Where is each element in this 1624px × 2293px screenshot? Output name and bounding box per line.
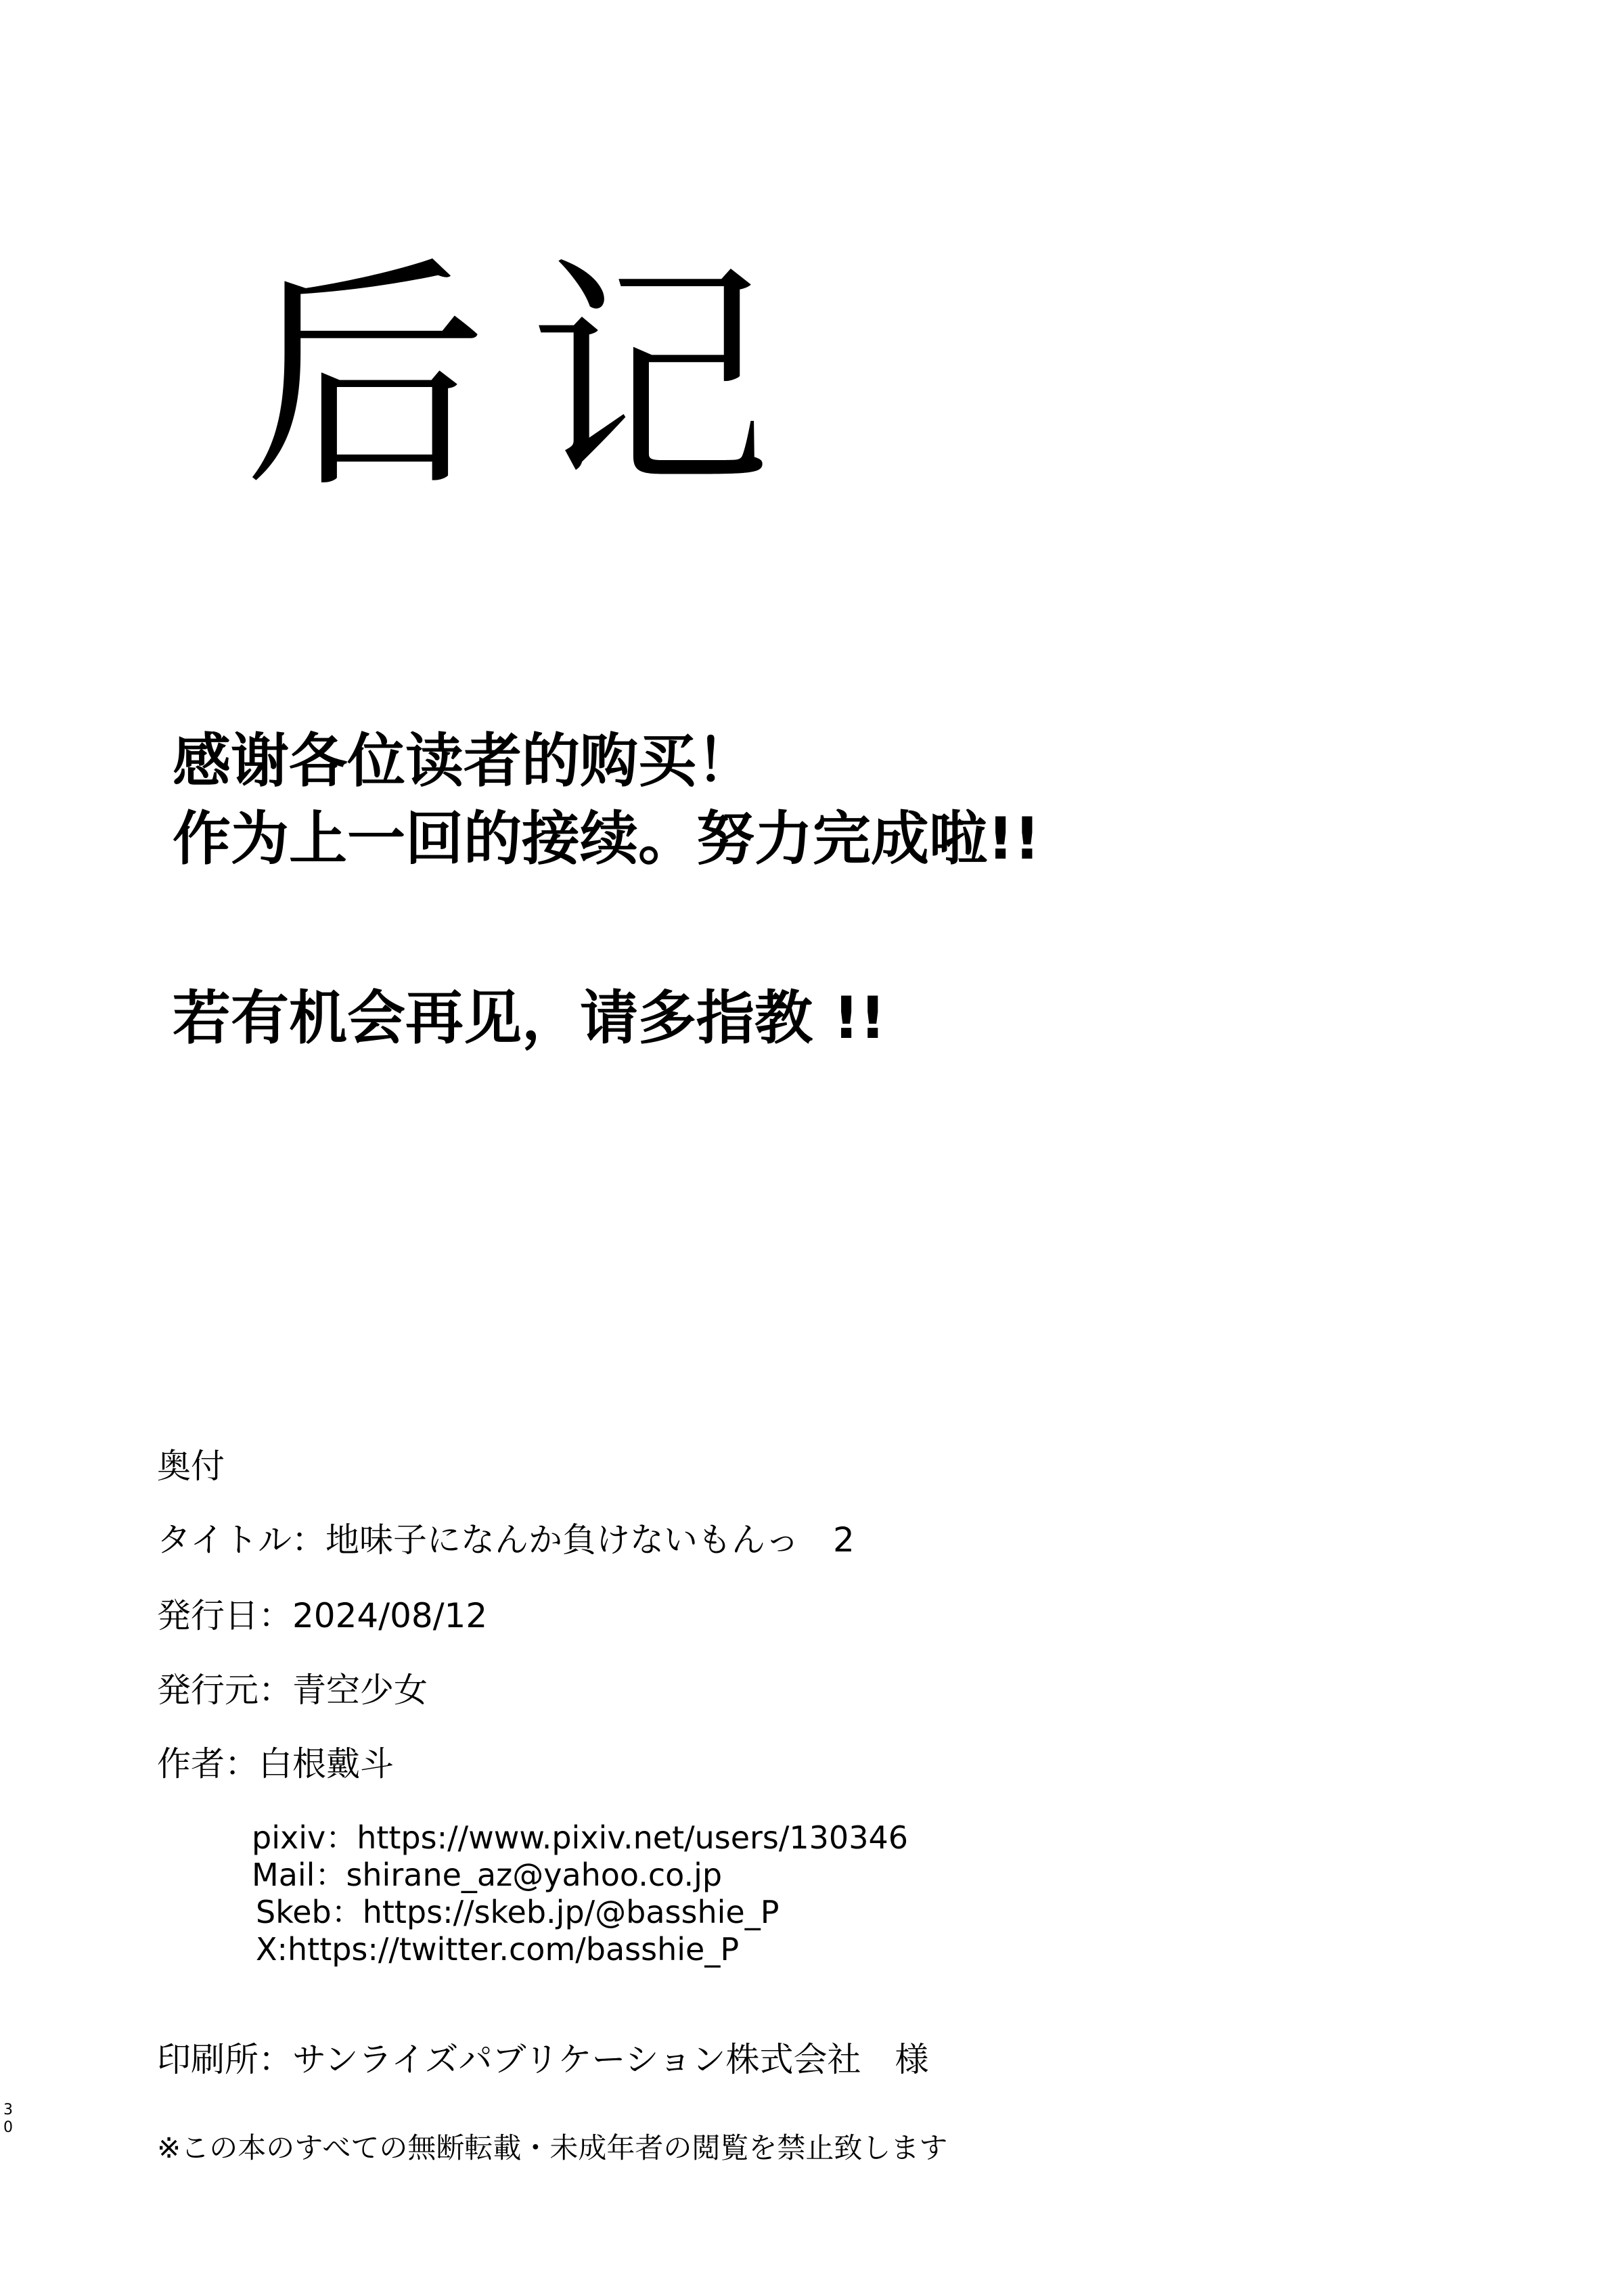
contact-pixiv: pixiv：https://www.pixiv.net/users/130346 <box>252 1819 908 1856</box>
author-value: 白根戴斗 <box>258 1744 394 1784</box>
colophon-title-row <box>157 1518 855 1562</box>
date-label: 発行日： <box>157 1596 292 1635</box>
publisher-label: 発行元： <box>157 1671 292 1710</box>
printer-value: サンライズパブリケーション株式会社 様 <box>292 2040 929 2079</box>
continuation-message: 作为上一回的接续。努力完成啦!! <box>173 805 1041 873</box>
colophon-author-row <box>157 1742 394 1786</box>
page-number: 30 <box>3 2102 13 2136</box>
contact-skeb: Skeb：https://skeb.jp/@basshie_P <box>256 1894 780 1930</box>
thanks-message: 感谢各位读者的购买！ <box>173 727 754 795</box>
reprint-prohibition-notice: ※この本のすべての無断転載・未成年者の閲覧を禁止致します <box>157 2131 948 2164</box>
colophon-heading: 奥付 <box>157 1447 225 1486</box>
page-heading: 后记 <box>244 237 812 520</box>
contact-mail: Mail：shirane_az@yahoo.co.jp <box>252 1857 723 1893</box>
colophon-date-row <box>157 1594 487 1637</box>
farewell-message: 若有机会再见，请多指教 !! <box>173 984 886 1052</box>
title-value: 地味子になんか負けないもんっ 2 <box>325 1520 855 1560</box>
date-value: 2024/08/12 <box>292 1596 488 1635</box>
printer-label: 印刷所： <box>157 2040 292 2079</box>
author-label: 作者： <box>157 1744 258 1784</box>
publisher-value: 青空少女 <box>292 1671 428 1710</box>
colophon-printer-row <box>157 2038 929 2081</box>
colophon-publisher-row <box>157 1668 428 1712</box>
title-label: タイトル： <box>157 1520 325 1560</box>
contact-x: X:https://twitter.com/basshie_P <box>256 1931 740 1968</box>
